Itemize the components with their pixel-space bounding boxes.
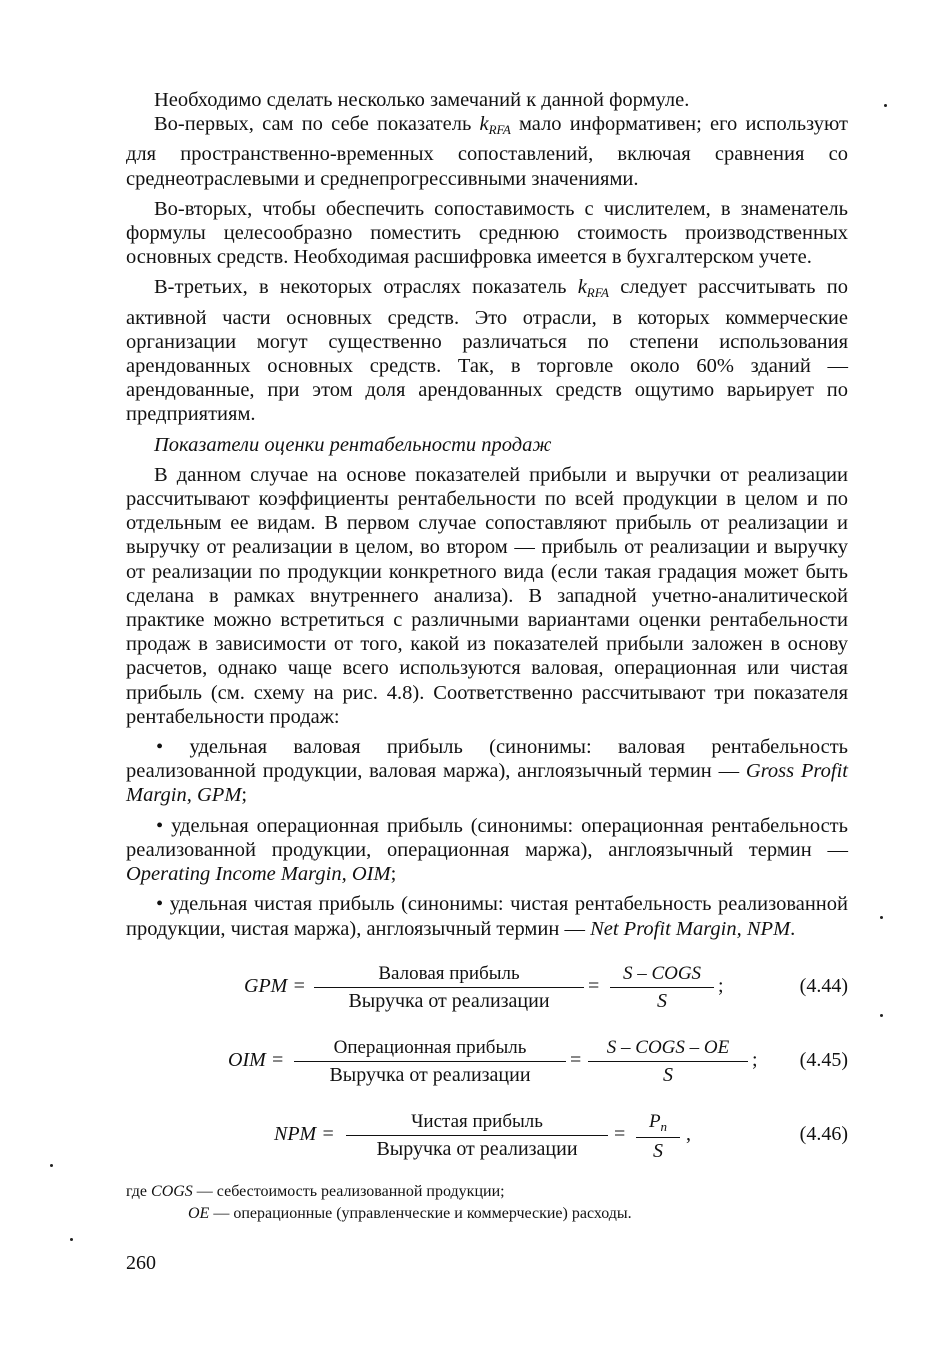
k-symbol: k bbox=[479, 113, 489, 136]
note-cogs bbox=[126, 1181, 848, 1203]
formula-gpm bbox=[126, 963, 848, 1027]
bullet-end: ; bbox=[241, 784, 248, 807]
formula-fraction-words bbox=[314, 963, 584, 1013]
formula-denominator: S bbox=[663, 1063, 673, 1086]
formula-numerator: Чистая прибыль bbox=[346, 1111, 608, 1136]
bullet-text: • удельная чистая прибыль (синонимы: чистая рентабельность реализованной продукции, чистая маржа), англоязычный термин — bbox=[126, 893, 848, 940]
p3-text-b: следует рассчитывать по активной части основных средств. Это отрасли, в которых коммерческие организации могут существенно различаться по степени использования арендованных основных средств. Так, в торговле около 60% зданий — арендованные, при этом доля арендованных средств ощутимо варьирует по предприятиям. bbox=[126, 276, 849, 426]
formula-equals: = bbox=[588, 974, 600, 997]
k-symbol: k bbox=[577, 276, 587, 299]
formula-fraction-symbols bbox=[610, 963, 714, 1013]
notes bbox=[126, 1181, 848, 1225]
page-body bbox=[126, 88, 848, 1225]
formula-denominator: S bbox=[657, 989, 667, 1012]
formula-number: (4.45) bbox=[799, 1048, 848, 1071]
p-symbol: P bbox=[648, 1110, 661, 1132]
page-number: 260 bbox=[126, 1252, 156, 1274]
paragraph-third bbox=[126, 275, 848, 426]
p3-text-a: В-третьих, в некоторых отраслях показатель bbox=[154, 276, 578, 299]
formula-equals: = bbox=[570, 1048, 582, 1071]
note-abbr: OE bbox=[188, 1204, 210, 1222]
scan-speck bbox=[880, 916, 883, 919]
formula-denominator: Выручка от реализации bbox=[376, 1137, 578, 1160]
scan-speck bbox=[884, 104, 887, 107]
bullet-gpm bbox=[126, 735, 848, 808]
paragraph-fourth: В данном случае на основе показателей прибыли и выручки от реализации рассчитывают коэффициенты рентабельности по всей продукции в целом и по отдельным ее видам. В первом случае сопоставляют прибыль от реализации и выручку от реализации в целом, во втором — прибыль от реализации и выручку от реализации по продукции конкретного вида (если такая градация может быть сделана в рамках внутреннего анализа). В западной учетно-аналитической практике можно встретиться с различными вариантами оценки рентабельности продаж в зависимости от того, какой из показателей прибыли заложен в основу расчетов, однако чаще всего используются валовая, операционная или чистая прибыль (см. схему на рис. 4.8). Соответственно рассчитывают три показателя рентабельности продаж: bbox=[126, 463, 848, 728]
formula-lhs: NPM = bbox=[274, 1122, 335, 1145]
formula-numerator: Операционная прибыль bbox=[294, 1037, 566, 1062]
formula-end: ; bbox=[752, 1048, 758, 1071]
english-term: Operating Income Margin, OIM bbox=[126, 863, 391, 886]
english-term: Gross Profit Margin, GPM bbox=[126, 760, 848, 807]
bullet-oim bbox=[126, 814, 848, 887]
p1-text-b: мало информативен; его используют для пространственно-временных сопоставлений, включая сравнения со среднеотраслевыми и среднепрогрессивными значениями. bbox=[126, 113, 848, 190]
intro-paragraph: Необходимо сделать несколько замечаний к данной формуле. bbox=[154, 89, 690, 111]
scan-speck bbox=[880, 1014, 883, 1017]
paragraph-second: Во-вторых, чтобы обеспечить сопоставимость с числителем, в знаменатель формулы целесообразно поместить среднюю стоимость производственных основных средств. Необходимая расшифровка имеется в бухгалтерском учете. bbox=[126, 197, 848, 269]
bullet-text: • удельная операционная прибыль (синонимы: операционная рентабельность реализованной продукции, операционная маржа), англоязычный термин — bbox=[126, 814, 848, 861]
note-prefix: где bbox=[126, 1182, 152, 1200]
formula-fraction-words bbox=[294, 1037, 566, 1087]
formula-numerator: Валовая прибыль bbox=[314, 963, 584, 988]
formula-denominator: Выручка от реализации bbox=[348, 989, 550, 1012]
scan-speck bbox=[70, 1238, 73, 1241]
formula-fraction-words bbox=[346, 1111, 608, 1161]
paragraph-first bbox=[126, 112, 848, 191]
note-text: — себестоимость реализованной продукции; bbox=[192, 1182, 505, 1200]
formula-denominator: Выручка от реализации bbox=[329, 1063, 531, 1086]
formula-fraction-symbols bbox=[636, 1111, 680, 1163]
formula-npm bbox=[126, 1111, 848, 1175]
section-heading: Показатели оценки рентабельности продаж bbox=[154, 433, 552, 456]
formula-numerator: S – COGS bbox=[610, 963, 714, 988]
bullet-end: . bbox=[790, 917, 796, 940]
scan-speck bbox=[50, 1164, 53, 1167]
formula-lhs: OIM = bbox=[228, 1048, 285, 1071]
formula-end: ; bbox=[718, 974, 724, 997]
p1-text-a: Во-первых, сам по себе показатель bbox=[154, 113, 480, 136]
bullet-npm bbox=[126, 892, 848, 940]
note-text: — операционные (управленческие и коммерческие) расходы. bbox=[209, 1204, 632, 1222]
formula-equals: = bbox=[614, 1122, 626, 1145]
note-abbr: COGS bbox=[151, 1182, 193, 1200]
formula-denominator: S bbox=[653, 1139, 663, 1162]
k-subscript: RFA bbox=[488, 122, 511, 138]
formula-lhs: GPM = bbox=[244, 974, 306, 997]
formula-numerator: S – COGS – OE bbox=[588, 1037, 748, 1062]
english-term: Net Profit Margin, NPM bbox=[590, 917, 791, 940]
p-subscript: n bbox=[660, 1118, 668, 1134]
bullet-end: ; bbox=[390, 863, 397, 886]
note-oe bbox=[126, 1203, 848, 1225]
formula-number: (4.44) bbox=[799, 974, 848, 997]
formula-number: (4.46) bbox=[799, 1122, 848, 1145]
k-subscript: RFA bbox=[586, 285, 609, 301]
formula-fraction-symbols bbox=[588, 1037, 748, 1087]
formula-oim bbox=[126, 1037, 848, 1101]
formula-end: , bbox=[686, 1122, 691, 1145]
bullet-text: • удельная валовая прибыль (синонимы: валовая рентабельность реализованной продукции, валовая маржа), англоязычный термин — bbox=[126, 736, 848, 783]
formula-numerator bbox=[636, 1111, 680, 1138]
